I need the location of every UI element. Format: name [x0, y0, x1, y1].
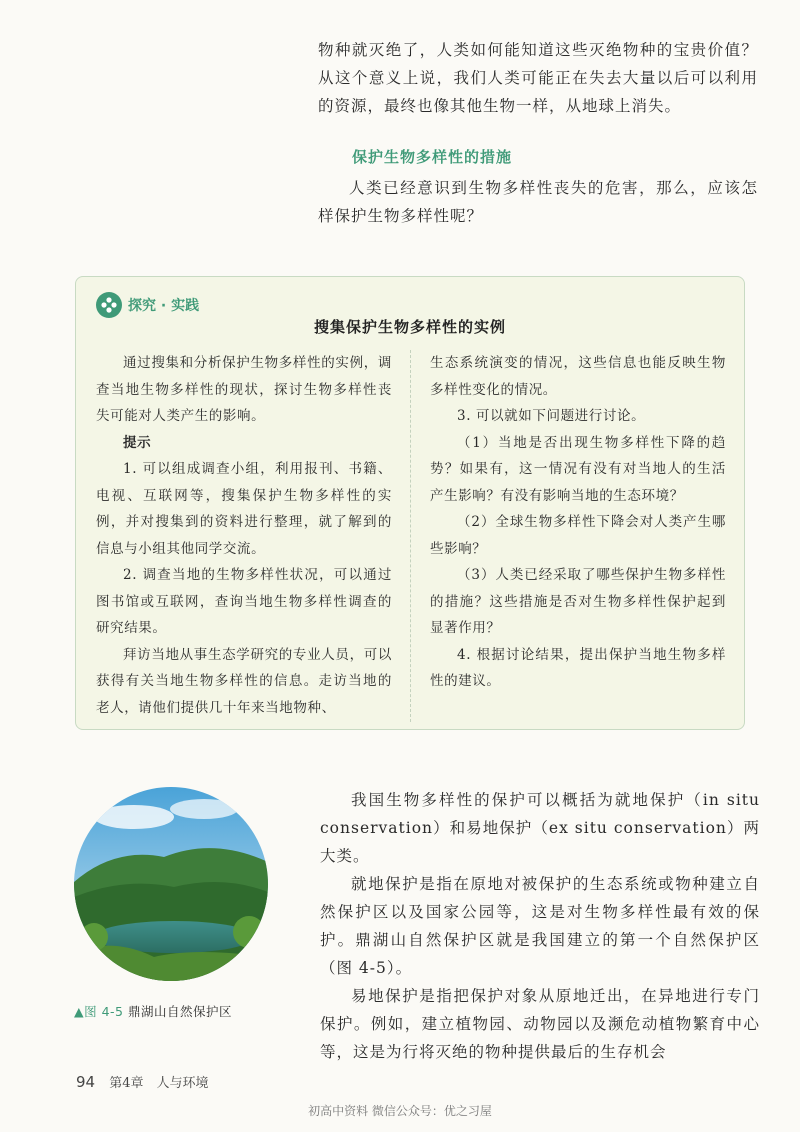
section-heading: 保护生物多样性的措施 — [352, 148, 513, 166]
hint-item-2-continued: 拜访当地从事生态学研究的专业人员，可以获得有关当地生物多样性的信息。走访当地的老人，请他们提供几十年来当地物种、 — [96, 646, 392, 716]
page-number: 94 — [76, 1073, 96, 1091]
hint-item-4: 4. 根据讨论结果，提出保护当地生物多样性的建议。 — [430, 646, 726, 689]
explore-right-column — [430, 350, 726, 695]
dinghushan-photo — [74, 787, 268, 981]
column-divider — [410, 350, 411, 722]
top-paragraph-text: 物种就灭绝了，人类如何能知道这些灭绝物种的宝贵价值？从这个意义上说，我们人类可能正在失去大量以后可以利用的资源，最终也像其他生物一样，从地球上消失。 — [318, 41, 758, 115]
hint-item-3: 3. 可以就如下问题进行讨论。 — [457, 408, 646, 424]
explore-intro: 通过搜集和分析保护生物多样性的实例，调查当地生物多样性的现状，探讨生物多样性丧失可能对人类产生的影响。 — [96, 355, 392, 424]
hint-item-2-end: 生态系统演变的情况，这些信息也能反映生物多样性变化的情况。 — [430, 355, 726, 398]
conservation-section — [320, 786, 760, 1066]
hint-item-2: 2. 调查当地的生物多样性状况，可以通过图书馆或互联网，查询当地生物多样性调查的研究结果。 — [96, 567, 392, 636]
explore-left-column — [96, 350, 392, 721]
chapter-title: 第4章 人与环境 — [109, 1076, 209, 1091]
explore-title: 搜集保护生物多样性的实例 — [313, 318, 506, 336]
figure-caption — [74, 1002, 232, 1020]
explore-tag — [96, 292, 199, 318]
figure-number: ▲图 4-5 — [74, 1004, 124, 1019]
conservation-paragraph-1: 我国生物多样性的保护可以概括为就地保护（in situ conservation）和易地保护（ex situ conservation）两大类。 — [320, 791, 760, 865]
question-2: （2）全球生物多样性下降会对人类产生哪些影响？ — [430, 514, 726, 557]
watermark: 初高中资料 微信公众号：优之习屋 — [308, 1104, 492, 1118]
explore-tag-label: 探究 · 实践 — [128, 298, 200, 314]
conservation-paragraph-3: 易地保护是指把保护对象从原地迁出，在异地进行专门保护。例如，建立植物园、动物园以及濒危动植物繁育中心等，这是为行将灭绝的物种提供最后的生存机会 — [320, 987, 760, 1061]
hint-label: 提示 — [123, 434, 152, 451]
top-paragraph — [318, 36, 758, 120]
page-footer — [76, 1072, 209, 1091]
question-1: （1）当地是否出现生物多样性下降的趋势？如果有，这一情况有没有对当地人的生活产生影响？有没有影响当地的生态环境？ — [430, 434, 726, 504]
figure-caption-text: 鼎湖山自然保护区 — [128, 1004, 233, 1019]
conservation-paragraph-2: 就地保护是指在原地对被保护的生态系统或物种建立自然保护区以及国家公园等，这是对生物多样性最有效的保护。鼎湖山自然保护区就是我国建立的第一个自然保护区（图 4-5）。 — [320, 875, 760, 977]
section-intro-text: 人类已经意识到生物多样性丧失的危害，那么，应该怎样保护生物多样性呢？ — [318, 179, 758, 225]
hint-item-1: 1. 可以组成调查小组，利用报刊、书籍、电视、互联网等，搜集保护生物多样性的实例，并对搜集到的资料进行整理，就了解到的信息与小组其他同学交流。 — [96, 461, 392, 557]
dna-badge-icon — [96, 292, 122, 318]
question-3: （3）人类已经采取了哪些保护生物多样性的措施？这些措施是否对生物多样性保护起到显著作用？ — [430, 567, 726, 636]
section-intro — [318, 174, 758, 230]
